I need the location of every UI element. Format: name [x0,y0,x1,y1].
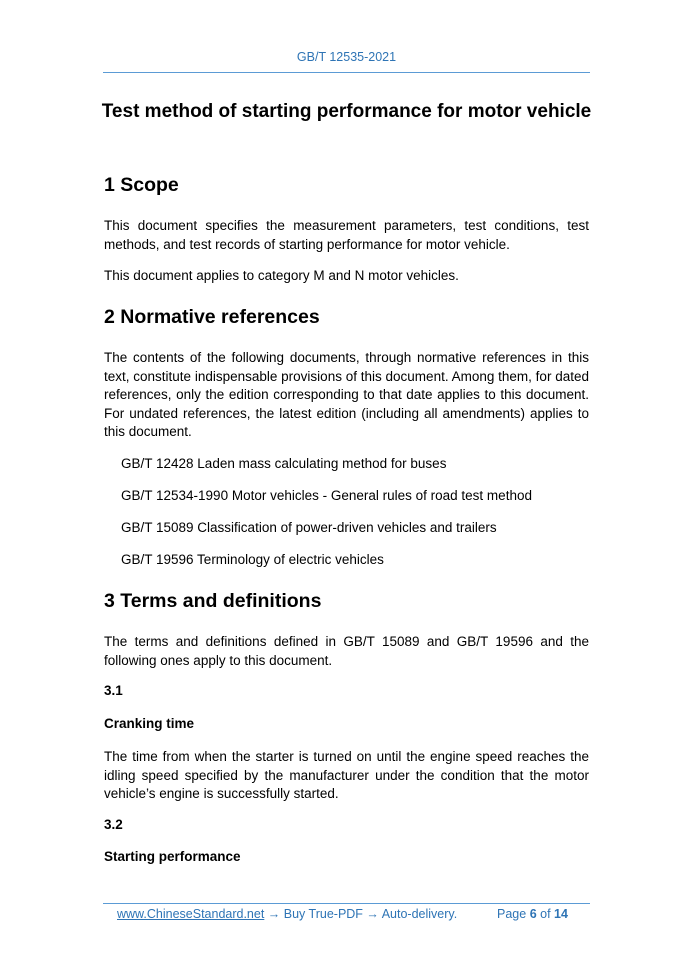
header-divider [103,72,590,73]
term-3-2-name: Starting performance [104,849,241,864]
page-total: 14 [554,907,568,921]
page-of: of [540,907,551,921]
section-2-heading: 2 Normative references [104,306,320,328]
section-3-paragraph-1: The terms and definitions defined in GB/T 15089 and GB/T 19596 and the following ones apply to this document. [104,634,589,668]
section-1-paragraph-1: This document specifies the measurement parameters, test conditions, test methods, and test records of starting performance for motor vehicle. [104,218,589,252]
term-3-1-number: 3.1 [104,683,123,698]
page-label: Page [497,907,527,921]
reference-item: GB/T 15089 Classification of power-driven vehicles and trailers [121,520,497,535]
reference-item: GB/T 12534-1990 Motor vehicles - General rules of road test method [121,488,532,503]
reference-item: GB/T 12428 Laden mass calculating method for buses [121,456,447,471]
footer-text: → Buy True-PDF → Auto-delivery. [264,907,458,921]
page-indicator [497,907,568,921]
footer-website-link[interactable]: www.ChineseStandard.net [117,907,265,921]
term-3-2-number: 3.2 [104,817,123,832]
page-current: 6 [529,907,537,921]
term-3-1-definition: The time from when the starter is turned on until the engine speed reaches the idling speed specified by the manufacturer under the condition that the motor vehicle’s engine is successfully started. [104,749,589,801]
footer [117,907,587,921]
header-standard-code: GB/T 12535-2021 [296,50,397,64]
section-1-heading: 1 Scope [104,174,179,196]
term-3-1-name: Cranking time [104,716,195,731]
section-1-paragraph-2: This document applies to category M and N motor vehicles. [104,268,459,283]
reference-item: GB/T 19596 Terminology of electric vehicles [121,552,384,567]
document-title: Test method of starting performance for motor vehicle [101,101,592,122]
footer-divider [103,903,590,904]
section-2-paragraph-1: The contents of the following documents, through normative references in this text, constitute indispensable provisions of this document. Among them, for dated references, only the edition corresponding to that date applies to this document. For undated references, the latest edition (including all amendments) applies to this document. [104,350,589,439]
section-3-heading: 3 Terms and definitions [104,590,322,612]
